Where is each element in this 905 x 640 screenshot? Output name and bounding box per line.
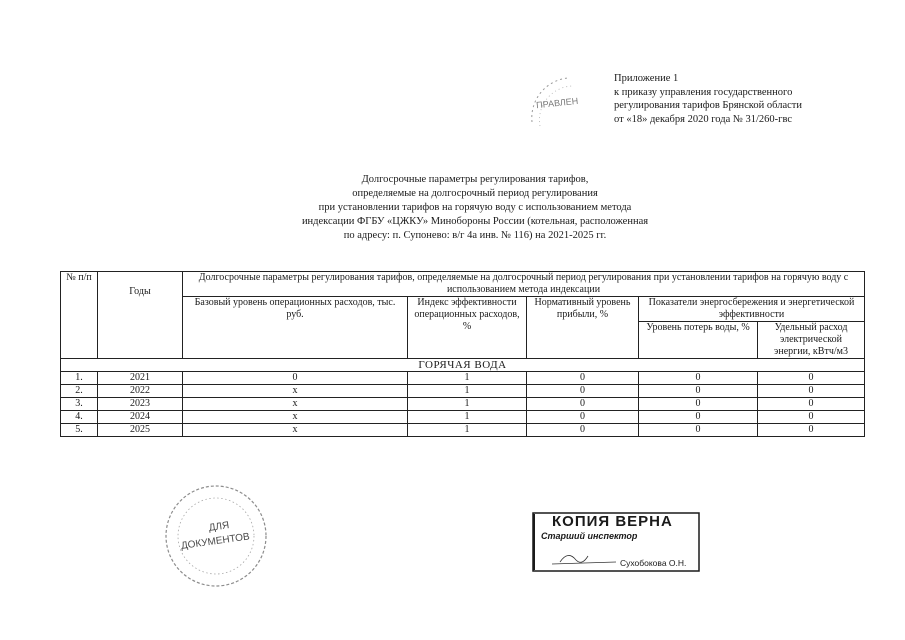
cell-loss: 0 [639,424,758,437]
cell-loss: 0 [639,372,758,385]
table-row [61,411,865,424]
appendix-line-2: к приказу управления государственного [614,86,793,98]
cell-year: 2025 [98,424,183,437]
document-title [250,173,700,243]
cell-index: 1 [408,411,527,424]
table-row [61,372,865,385]
stamp-left-line-1: ДЛЯ [208,520,231,534]
cell-index: 1 [408,372,527,385]
cell-profit: 0 [527,424,639,437]
table-header-row-1 [61,272,865,297]
cell-num: 3. [61,398,98,411]
cell-loss: 0 [639,385,758,398]
header-water-loss: Уровень потерь воды, % [639,322,758,359]
stamp-text: ПРАВЛЕН [535,95,579,111]
header-specific-consumption: Удельный расход электрической энергии, кВтч/м3 [758,322,865,359]
appendix-header [614,72,802,126]
table-row [61,398,865,411]
appendix-line-4: от «18» декабря 2020 года № 31/260-гвс [614,113,793,125]
cell-profit: 0 [527,398,639,411]
section-row [61,359,865,372]
cell-loss: 0 [639,398,758,411]
cell-base: x [183,411,408,424]
cell-num: 4. [61,411,98,424]
parameters-table [60,271,865,437]
header-base-costs: Базовый уровень операционных расходов, тыс. руб. [183,297,408,359]
title-line-5: по адресу: п. Супонево: в/г 4а инв. № 116) на 2021-2025 гг. [343,230,607,241]
cell-profit: 0 [527,411,639,424]
cell-specific: 0 [758,398,865,411]
certified-position: Старший инспектор [541,531,638,541]
cell-base: x [183,398,408,411]
cell-year: 2024 [98,411,183,424]
header-year: Годы [98,272,183,359]
cell-num: 2. [61,385,98,398]
header-profit-level: Нормативный уровень прибыли, % [527,297,639,359]
cell-profit: 0 [527,385,639,398]
cell-year: 2023 [98,398,183,411]
cell-year: 2022 [98,385,183,398]
certified-name: Сухобокова О.Н. [620,558,687,568]
certified-copy-title: КОПИЯ ВЕРНА [552,513,673,530]
cell-index: 1 [408,385,527,398]
title-line-3: при установлении тарифов на горячую воду с использованием метода [318,202,632,213]
cell-specific: 0 [758,385,865,398]
cell-index: 1 [408,424,527,437]
header-efficiency-index: Индекс эффективности операционных расходов, % [408,297,527,359]
title-line-2: определяемые на долгосрочный период регулирования [352,188,598,199]
appendix-line-1: Приложение 1 [614,73,679,84]
table-row [61,424,865,437]
header-energy-group: Показатели энергосбережения и энергетической эффективности [639,297,865,322]
cell-loss: 0 [639,411,758,424]
cell-specific: 0 [758,424,865,437]
title-line-1: Долгосрочные параметры регулирования тарифов, [361,174,589,185]
cell-num: 1. [61,372,98,385]
cell-year: 2021 [98,372,183,385]
cell-base: x [183,424,408,437]
section-hot-water: ГОРЯЧАЯ ВОДА [61,359,865,372]
cell-specific: 0 [758,372,865,385]
title-line-4: индексации ФГБУ «ЦЖКУ» Минобороны России (котельная, расположенная [301,216,649,227]
cell-specific: 0 [758,411,865,424]
appendix-line-3: регулирования тарифов Брянской области [614,100,802,111]
partial-round-stamp [528,72,614,130]
header-group: Долгосрочные параметры регулирования тарифов, определяемые на долгосрочный период регулирования при установлении тарифов на горячую воду с использованием метода индексации [183,272,865,297]
table-row [61,385,865,398]
header-num: № п/п [61,272,98,359]
cell-base: x [183,385,408,398]
cell-index: 1 [408,398,527,411]
cell-base: 0 [183,372,408,385]
cell-profit: 0 [527,372,639,385]
round-document-stamp [160,482,272,590]
stamp-left-line-2: ДОКУМЕНТОВ [180,531,251,552]
cell-num: 5. [61,424,98,437]
